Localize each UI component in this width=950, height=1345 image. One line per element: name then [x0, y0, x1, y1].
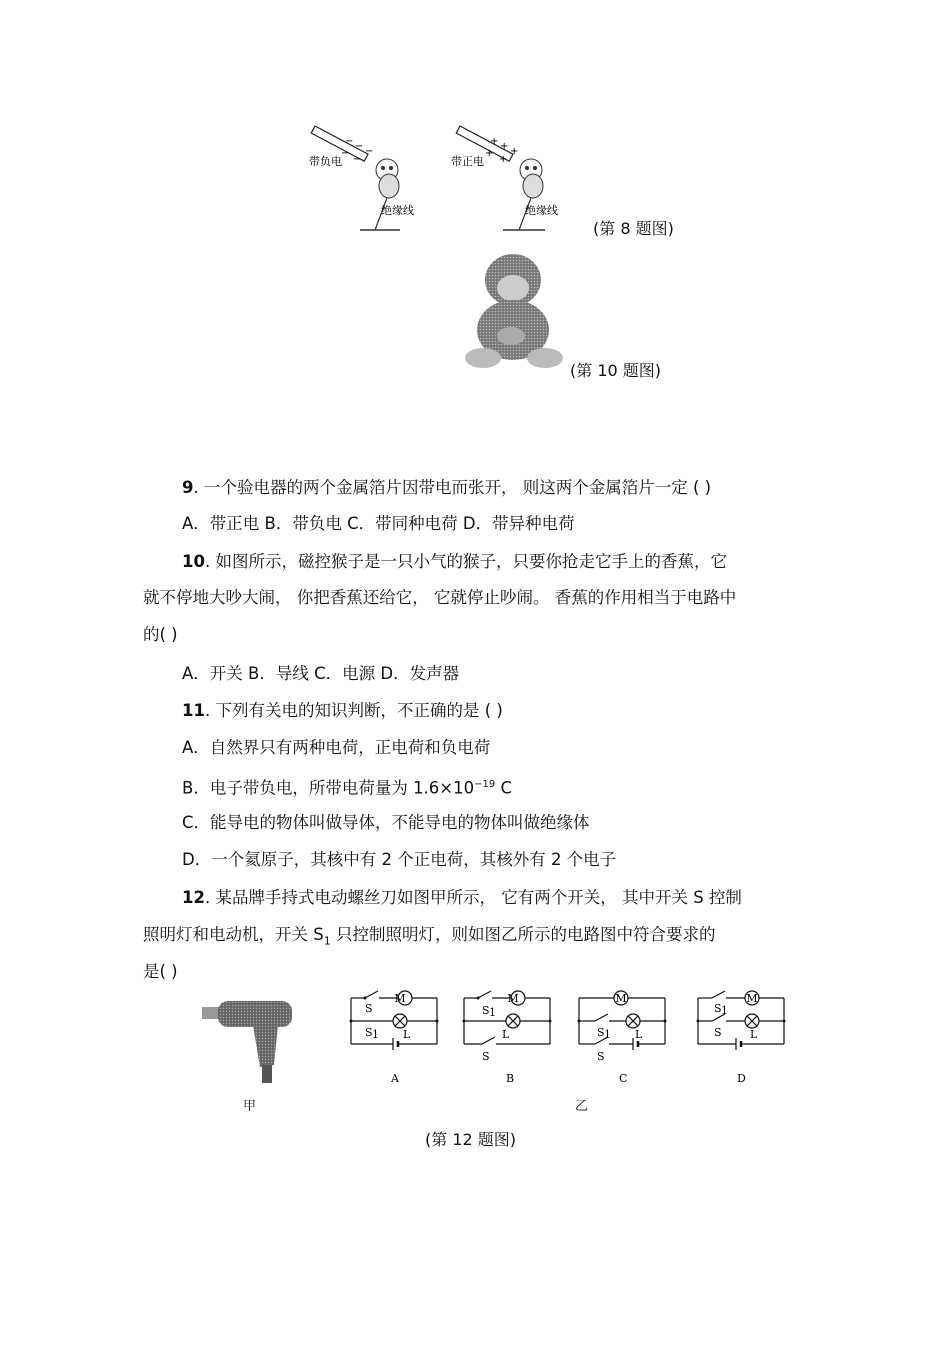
switch-s1-subscript-a: 1 — [372, 1028, 379, 1041]
question-12-number: 12 — [182, 888, 205, 907]
figure-12-caption: (第 12 题图) — [425, 1130, 517, 1149]
lamp-label-d: L — [750, 1028, 758, 1041]
circuit-a-label: A — [391, 1072, 399, 1085]
switch-s1-label-c: S — [597, 1026, 605, 1039]
insulated-thread-label-left: 绝缘线 — [381, 204, 414, 217]
insulated-thread-label-right: 绝缘线 — [525, 204, 558, 217]
question-12-line-2 — [143, 924, 715, 952]
motor-symbol-c: M — [615, 992, 627, 1005]
switch-s1-subscript-c: 1 — [604, 1028, 611, 1041]
lamp-label-c: L — [635, 1028, 643, 1041]
question-12-line-1 — [182, 887, 742, 909]
svg-text:−: − — [341, 148, 350, 159]
switch-s-label-a: S — [365, 1002, 373, 1015]
switch-s1-label-a: S — [365, 1026, 373, 1039]
figure-10-caption: (第 10 题图) — [570, 361, 662, 380]
switch-s-label-c: S — [597, 1050, 605, 1063]
svg-text:−: − — [365, 146, 374, 157]
question-12-text-2b: 只控制照明灯，则如图乙所示的电路图中符合要求的 — [330, 925, 716, 944]
svg-text:+: + — [490, 136, 499, 147]
question-12-line-3: 是( ) — [143, 962, 178, 981]
figure-jia-label: 甲 — [243, 1099, 257, 1114]
lamp-label-a: L — [403, 1028, 411, 1041]
question-11-number: 11 — [182, 701, 205, 720]
question-12-text-2a: 照明灯和电动机，开关 S — [143, 925, 324, 944]
question-10-line-1 — [182, 551, 727, 573]
question-9-number: 9 — [182, 478, 194, 497]
circuit-b-label: B — [506, 1072, 515, 1085]
motor-symbol-b: M — [507, 992, 519, 1005]
figure-8-illustration — [305, 118, 595, 238]
switch-s1-subscript-d: 1 — [721, 1004, 728, 1017]
switch-s1-label-b: S — [482, 1004, 490, 1017]
question-11-option-a: A．自然界只有两种电荷，正电荷和负电荷 — [182, 738, 491, 757]
svg-text:+: + — [485, 148, 494, 159]
question-11-stem — [182, 700, 503, 722]
question-9-options: A．带正电 B．带负电 C．带同种电荷 D．带异种电荷 — [182, 514, 575, 533]
figure-8 — [305, 118, 595, 238]
svg-text:+: + — [499, 154, 508, 165]
circuit-d-label: D — [737, 1072, 746, 1085]
question-11-option-c: C．能导电的物体叫做导体，不能导电的物体叫做绝缘体 — [182, 813, 590, 832]
question-11-option-b-text: B．电子带负电，所带电荷量为 1.6×10 — [182, 778, 475, 798]
motor-symbol-d: M — [746, 992, 758, 1005]
circuit-option-b — [458, 986, 558, 1086]
switch-s-label-b: S — [482, 1050, 490, 1063]
switch-s1-label-d: S — [714, 1002, 722, 1015]
switch-s-label-d: S — [714, 1026, 722, 1039]
question-11-text: . 下列有关电的知识判断，不正确的是 ( ) — [204, 701, 503, 720]
question-9-text: . 一个验电器的两个金属箔片因带电而张开， 则这两个金属箔片一定 ( ) — [193, 478, 712, 497]
question-9-stem — [182, 477, 711, 499]
question-11-option-b-exponent: −19 — [474, 779, 496, 790]
motor-symbol-a: M — [394, 992, 406, 1005]
figure-10-monkey-photo — [455, 250, 567, 375]
svg-text:−: − — [353, 154, 362, 165]
circuit-option-c — [573, 986, 673, 1086]
svg-text:+: + — [500, 141, 509, 152]
circuit-option-a — [345, 986, 445, 1086]
lamp-label-b: L — [502, 1028, 510, 1041]
negative-charge-label: 带负电 — [309, 155, 342, 168]
circuit-option-d — [692, 986, 792, 1086]
question-10-text-1: . 如图所示，磁控猴子是一只小气的猴子，只要你抢走它手上的香蕉，它 — [204, 552, 727, 571]
question-10-number: 10 — [182, 552, 205, 571]
positive-charge-label: 带正电 — [451, 155, 484, 168]
question-11-option-d: D．一个氦原子，其核中有 2 个正电荷，其核外有 2 个电子 — [182, 850, 617, 869]
svg-text:−: − — [355, 141, 364, 152]
question-10-line-2: 就不停地大吵大闹， 你把香蕉还给它， 它就停止吵闹。 香蕉的作用相当于电路中 — [143, 588, 737, 607]
question-11-option-b — [182, 774, 512, 800]
figure-yi-label: 乙 — [575, 1099, 589, 1114]
question-12-subscript: 1 — [323, 934, 331, 948]
svg-text:+: + — [510, 146, 519, 157]
circuit-c-label: C — [619, 1072, 628, 1085]
question-11-option-b-unit: C — [495, 778, 513, 798]
question-10-line-3: 的( ) — [143, 625, 178, 644]
question-12-text-1: . 某品牌手持式电动螺丝刀如图甲所示， 它有两个开关， 其中开关 S 控制 — [204, 888, 742, 907]
figure-8-caption: (第 8 题图) — [593, 219, 674, 238]
electric-screwdriver-photo — [198, 995, 298, 1090]
question-10-options: A．开关 B．导线 C．电源 D．发声器 — [182, 664, 460, 683]
switch-s1-subscript-b: 1 — [489, 1006, 496, 1019]
svg-text:−: − — [345, 136, 354, 147]
